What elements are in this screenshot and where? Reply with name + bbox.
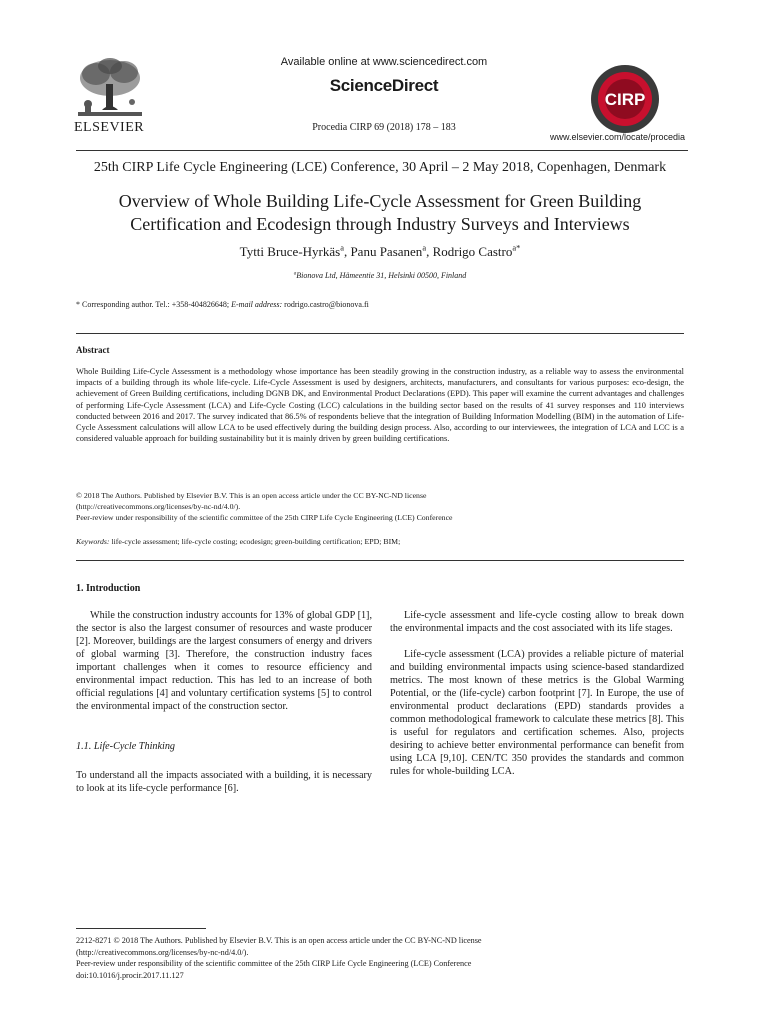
conference-line: 25th CIRP Life Cycle Engineering (LCE) Conference, 30 April – 2 May 2018, Copenhagen, Denmark bbox=[93, 160, 667, 175]
title-line-1: Overview of Whole Building Life-Cycle Assessment for Green Building bbox=[118, 191, 642, 211]
author-2: Panu Pasanen bbox=[350, 244, 423, 259]
title-line-2: Certification and Ecodesign through Industry Surveys and Interviews bbox=[130, 214, 630, 234]
doi[interactable]: doi:10.1016/j.procir.2017.11.127 bbox=[76, 970, 184, 980]
header-divider bbox=[76, 150, 688, 151]
intro-paragraph-3: Life-cycle assessment and life-cycle costing allow to break down the environmental impacts and the cost associated with its life stages. bbox=[390, 610, 684, 634]
intro-paragraph-4: Life-cycle assessment (LCA) provides a reliable picture of material and building environmental impacts using science-based standardized metrics. The most known of these metrics is the Global Warming Potential, or the (life-cycle) carbon footprint [7]. In Europe, the use of environmental product declarations (EPD) standards provides a common methodological framework to calculate these metrics [8]. This is useful for regulators and certification schemes. Also, projects desiring to achieve better environmental performance can benefit from using LCA [9,10]. CEN/TC 350 provides the standards and common rules for whole-building LCA. bbox=[390, 649, 684, 777]
intro-paragraph-2: To understand all the impacts associated with a building, it is necessary to look at its life-cycle performance [6]. bbox=[76, 770, 372, 794]
license-block: © 2018 The Authors. Published by Elsevier B.V. This is an open access article under the CC BY-NC-ND license (http://creativecommons.org/licenses/by-nc-nd/4.0/). Peer-review under responsibility of the scientific committee of the 25th CIRP Life Cycle Engineering (LCE) Conference bbox=[76, 490, 684, 523]
abstract-heading: Abstract bbox=[76, 345, 110, 355]
footer-license-link[interactable]: (http://creativecommons.org/licenses/by-nc-nd/4.0/). bbox=[76, 947, 249, 957]
keywords: Keywords: life-cycle assessment; life-cycle costing; ecodesign; green-building certification; EPD; BIM; bbox=[76, 537, 401, 546]
sciencedirect-wordmark: ScienceDirect bbox=[329, 76, 439, 95]
journal-reference: Procedia CIRP 69 (2018) 178 – 183 bbox=[312, 122, 456, 133]
abstract-text: Whole Building Life-Cycle Assessment is a methodology whose importance has been steadily growing in the construction industry, as a reliable way to assess the environmental impacts of a building through its whole life-cycle. Life-Cycle Assessment is used by designers, architects, manufacturers, and consultants for various purposes: eco-design, the achievement of Green Building certifications, including DGNB DK, and Environmental Product Declarations (EPD). This paper will examine the current advantages and challenges of performing Life-Cycle Assessment (LCA) and Life-Cycle Costing (LCC) calculations in the building sector based on the results of 41 survey responses and 110 interviews conducted between 2016 and 2017. The survey indicated that 86.5% of respondents believe that the integration of Building Information Modelling (BIM) in the automation of Life-Cycle Assessment calculations will allow LCA to be used effectively during the building design process. Also, according to our interviewees, the integration of LCA and LCC is a considered valuable approach for building sustainability but it is mainly driven by green building certifications. bbox=[76, 367, 684, 444]
author-3: Rodrigo Castro bbox=[432, 244, 513, 259]
abstract-bottom-rule bbox=[76, 560, 684, 561]
article-title bbox=[76, 190, 684, 236]
available-online-line[interactable]: Available online at www.sciencedirect.com bbox=[280, 56, 488, 68]
corresponding-author: * Corresponding author. Tel.: +358-404826648; E-mail address: rodrigo.castro@bionova.fi bbox=[76, 300, 369, 309]
elsevier-tree-logo bbox=[72, 56, 148, 122]
footer-block: 2212-8271 © 2018 The Authors. Published by Elsevier B.V. This is an open access article under the CC BY-NC-ND license (http://creativecommons.org/licenses/by-nc-nd/4.0/). Peer-review under responsibility of the scientific committee of the 25th CIRP Life Cycle Engineering (LCE) Conference doi:10.1016/j.procir.2017.11.127 bbox=[76, 935, 696, 981]
journal-url[interactable]: www.elsevier.com/locate/procedia bbox=[550, 132, 686, 142]
cirp-logo-text: CIRP bbox=[604, 90, 646, 109]
footer-rule bbox=[76, 928, 206, 929]
license-link[interactable]: (http://creativecommons.org/licenses/by-nc-nd/4.0/). bbox=[76, 502, 241, 511]
author-1: Tytti Bruce-Hyrkäs bbox=[239, 244, 341, 259]
intro-paragraph-1: While the construction industry accounts for 13% of global GDP [1], the sector is also the largest consumer of resources and waste producer [2]. Moreover, buildings are the largest consumers of energy and drivers of global warming [3]. Therefore, the construction industry faces important challenges when it comes to resource efficiency and environmental impact reduction. This has led to an increase of both official regulations [4] and voluntary certification systems [5] to control the environmental impact of the construction sector. bbox=[76, 610, 372, 712]
section-heading: 1. Introduction bbox=[76, 583, 141, 594]
email-address[interactable]: rodrigo.castro@bionova.fi bbox=[282, 300, 369, 309]
cirp-logo bbox=[582, 62, 668, 136]
abstract-top-rule bbox=[76, 333, 684, 334]
publisher-wordmark: ELSEVIER bbox=[74, 120, 145, 135]
subsection-heading: 1.1. Life-Cycle Thinking bbox=[76, 741, 176, 752]
affiliation: $^a$Bionova Ltd, Hämeentie 31, Helsinki 00500, Finland bbox=[293, 270, 467, 280]
author-list: Tytti Bruce-Hyrkäs$^a$, Panu Pasanen$^a$, Rodrigo Castro$^{a*}$ bbox=[239, 242, 521, 259]
